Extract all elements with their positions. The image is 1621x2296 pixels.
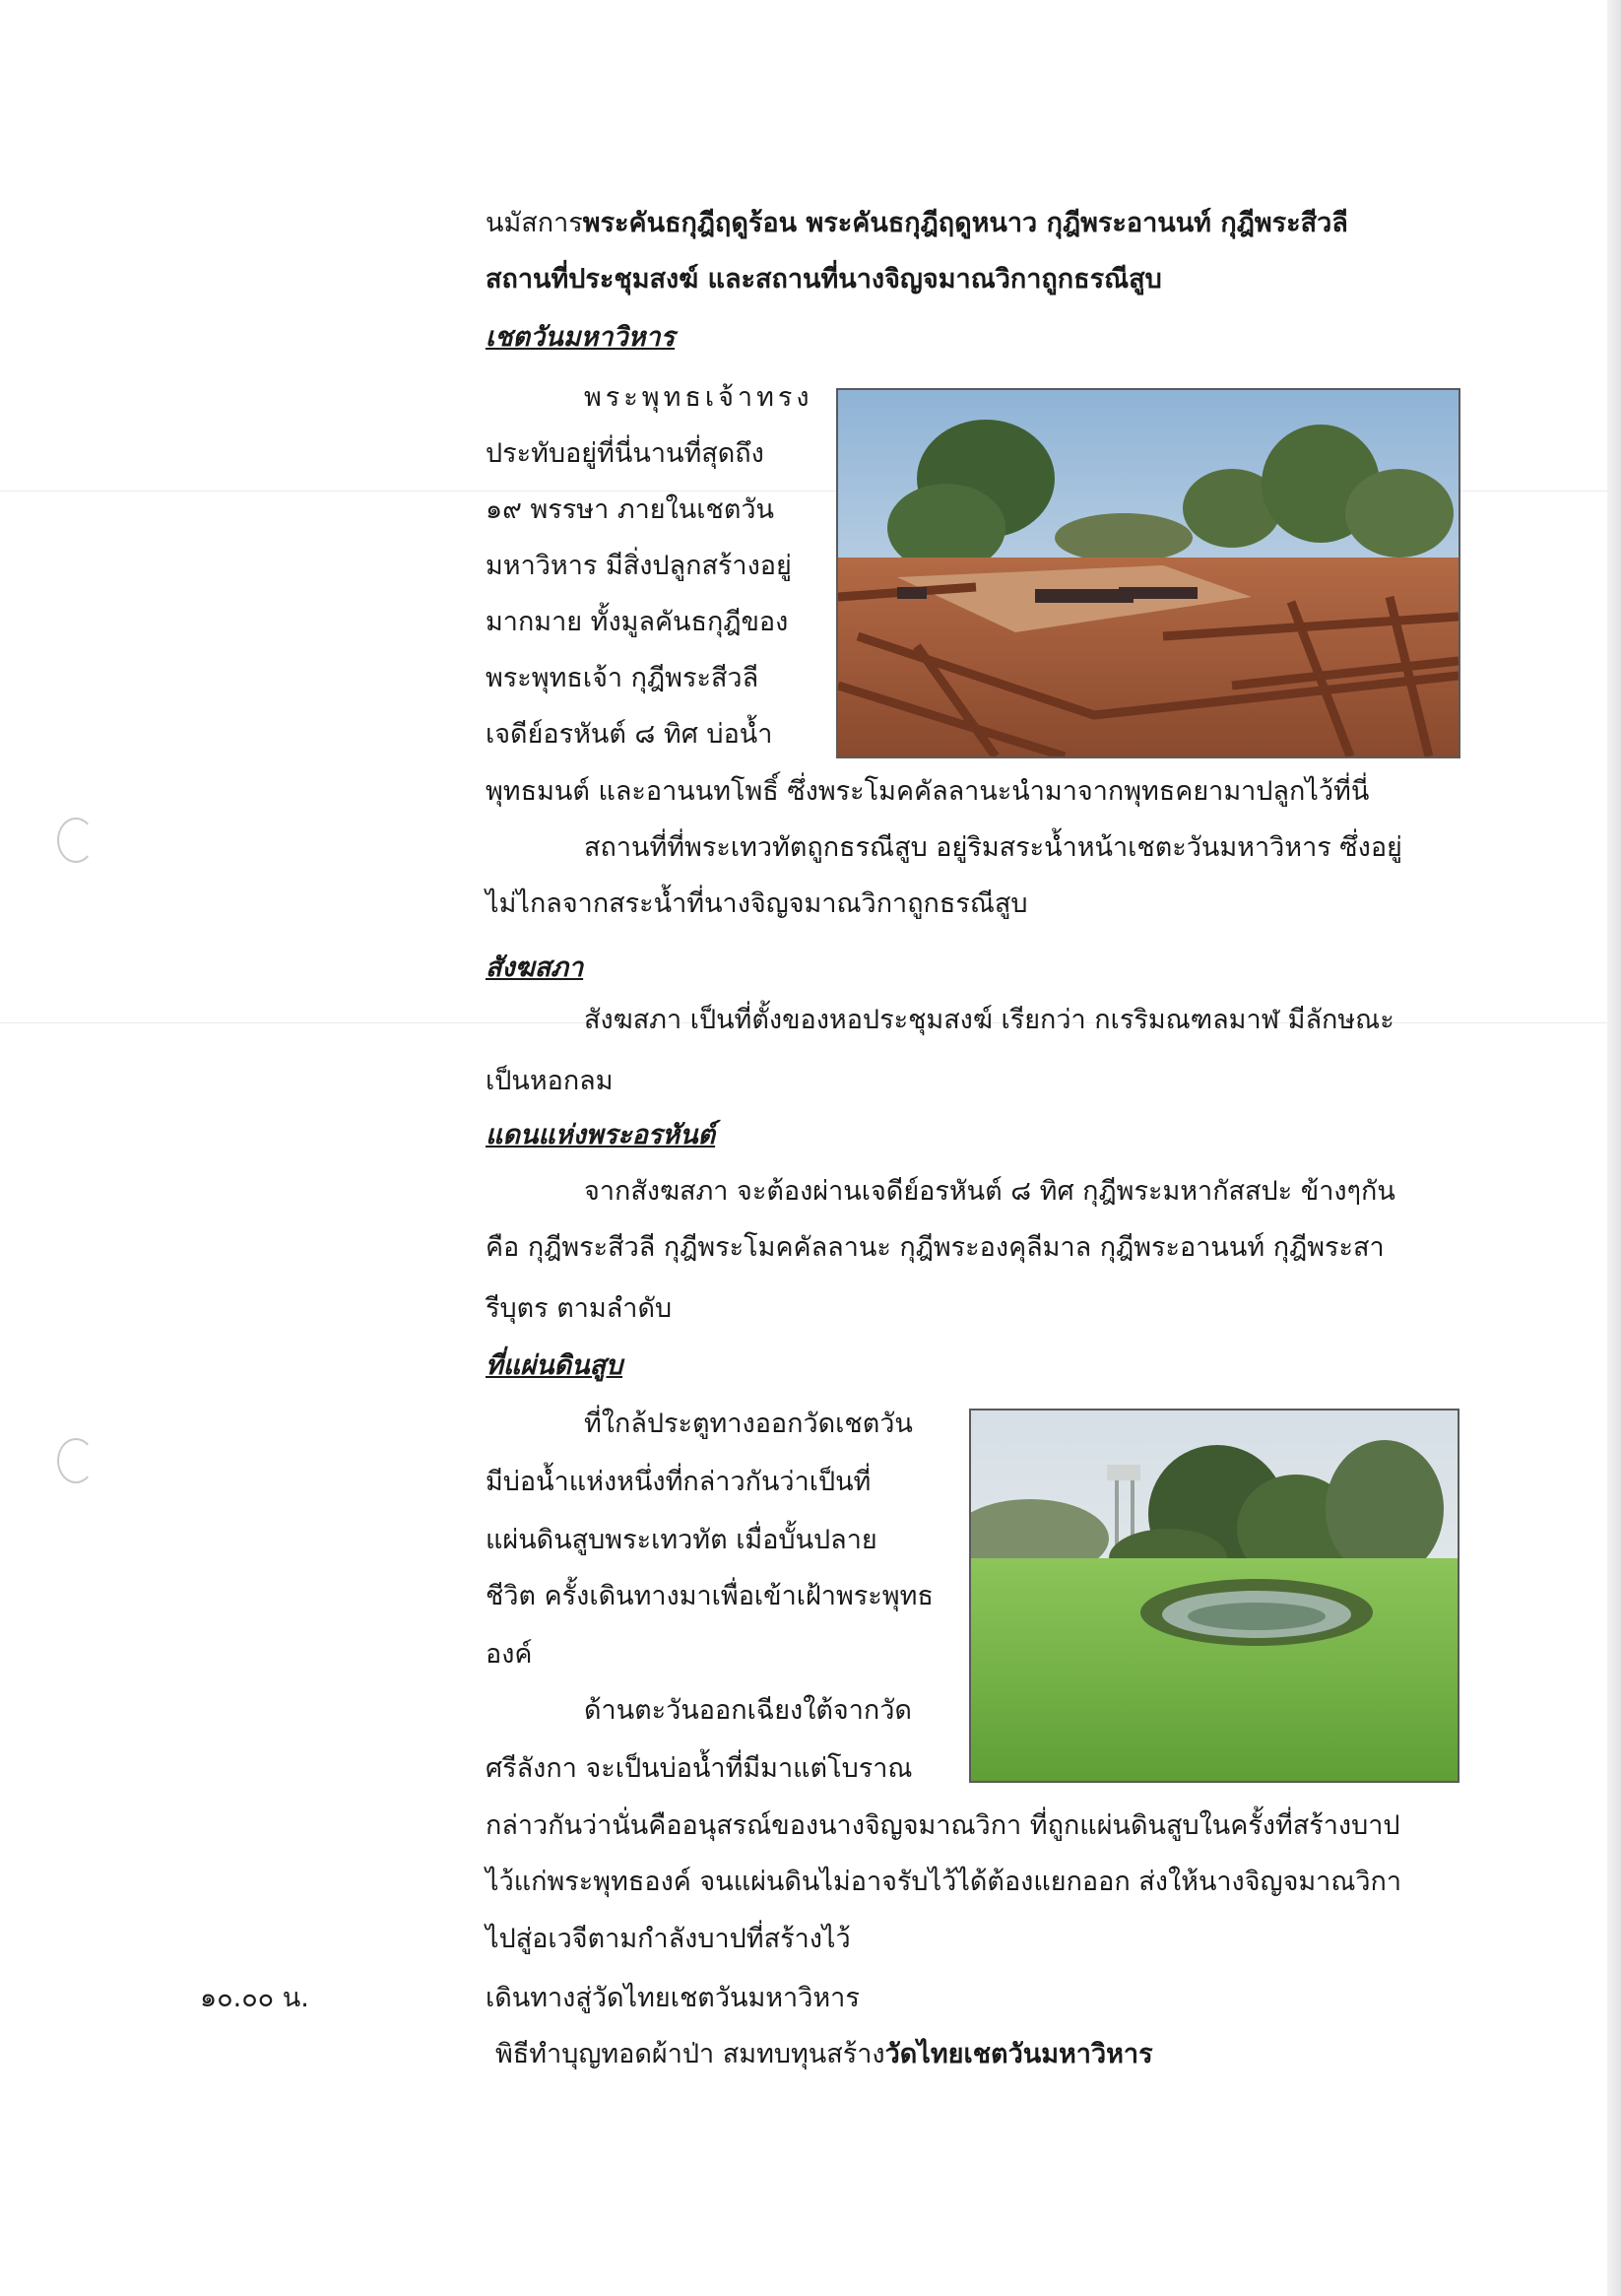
punch-hole-mark	[57, 818, 95, 863]
sinking-line: กล่าวกันว่านั่นคืออนุสรณ์ของนางจิญจมาณวิกา ที่ถูกแผ่นดินสูบในครั้งที่สร้างบาป	[486, 1810, 1400, 1841]
page-edge	[1607, 0, 1621, 2296]
sinking-line: ชีวิต ครั้งเดินทางมาเพื่อเข้าเฝ้าพระพุทธ	[486, 1581, 934, 1611]
sinking-line: ไปสู่อเวจีตามกำลังบาปที่สร้างไว้	[486, 1924, 851, 1954]
pond-field-image	[971, 1410, 1458, 1781]
sinking-line: ศรีลังกา จะเป็นบ่อน้ำที่มีมาแต่โบราณ	[486, 1753, 913, 1784]
jetavana-line: พุทธมนต์ และอานนทโพธิ์ ซึ่งพระโมคคัลลานะนำมาจากพุทธคยามาปลูกไว้ที่นี่	[486, 776, 1370, 807]
arahant-line: จากสังฆสภา จะต้องผ่านเจดีย์อรหันต์ ๘ ทิศ กุฎีพระมหากัสสปะ ข้างๆกัน	[584, 1176, 1395, 1207]
jetavana-ruins-image	[838, 390, 1459, 756]
heading-sangha: สังฆสภา	[486, 952, 584, 983]
schedule-line-2: พิธีทำบุญทอดผ้าป่า สมทบทุนสร้างวัดไทยเชตวันมหาวิหาร	[495, 2039, 1153, 2069]
jetavana-line: พระพุทธเจ้าทรง	[584, 382, 813, 413]
heading-sinking-ground: ที่แผ่นดินสูบ	[486, 1350, 623, 1381]
devadatta-line: สถานที่ที่พระเทวทัตถูกธรณีสูบ อยู่ริมสระน้ำหน้าเชตะวันมหาวิหาร ซึ่งอยู่	[584, 832, 1402, 863]
sinking-line: ไว้แก่พระพุทธองค์ จนแผ่นดินไม่อาจรับไว้ได้ต้องแยกออก ส่งให้นางจิญจมาณวิกา	[486, 1867, 1402, 1897]
jetavana-line: เจดีย์อรหันต์ ๘ ทิศ บ่อน้ำ	[486, 719, 773, 750]
devadatta-line: ไม่ไกลจากสระน้ำที่นางจิญจมาณวิกาถูกธรณีสูบ	[486, 888, 1028, 919]
jetavana-line: ๑๙ พรรษา ภายในเชตวัน	[486, 494, 774, 525]
jetavana-ruins-photo	[836, 388, 1460, 758]
sangha-line: สังฆสภา เป็นที่ตั้งของหอประชุมสงฆ์ เรียกว่า กเรริมณฑลมาฬ มีลักษณะ	[584, 1005, 1394, 1035]
intro-line-2: สถานที่ประชุมสงฆ์ และสถานที่นางจิญจมาณวิกาถูกธรณีสูบ	[486, 264, 1162, 295]
heading-jetavana: เชตวันมหาวิหาร	[486, 322, 676, 353]
heading-arahant: แดนแห่งพระอรหันต์	[486, 1120, 716, 1150]
schedule-time: ๑๐.๐๐ น.	[200, 1983, 309, 2013]
jetavana-line: พระพุทธเจ้า กุฎีพระสีวลี	[486, 663, 759, 693]
intro-line-1: นมัสการพระคันธกุฎีฤดูร้อน พระคันธกุฎีฤดูหนาว กุฎีพระอานนท์ กุฎีพระสีวลี	[486, 208, 1348, 238]
schedule-line-1: เดินทางสู่วัดไทยเชตวันมหาวิหาร	[486, 1983, 860, 2013]
sinking-line: มีบ่อน้ำแห่งหนึ่งที่กล่าวกันว่าเป็นที่	[486, 1467, 872, 1497]
sinking-line: แผ่นดินสูบพระเทวทัต เมื่อบั้นปลาย	[486, 1525, 877, 1555]
jetavana-line: มหาวิหาร มีสิ่งปลูกสร้างอยู่	[486, 551, 792, 581]
jetavana-line: มากมาย ทั้งมูลคันธกุฎีของ	[486, 607, 789, 637]
arahant-line: คือ กุฎีพระสีวลี กุฎีพระโมคคัลลานะ กุฎีพระองคุลีมาล กุฎีพระอานนท์ กุฎีพระสา	[486, 1232, 1385, 1263]
sangha-line: เป็นหอกลม	[486, 1066, 614, 1096]
arahant-line: รีบุตร ตามลำดับ	[486, 1293, 673, 1324]
sinking-line: ด้านตะวันออกเฉียงใต้จากวัด	[584, 1695, 912, 1726]
pond-field-photo	[969, 1409, 1459, 1783]
sinking-line: ที่ใกล้ประตูทางออกวัดเชตวัน	[584, 1409, 913, 1439]
sinking-line: องค์	[486, 1639, 533, 1670]
jetavana-line: ประทับอยู่ที่นี่นานที่สุดถึง	[486, 438, 764, 469]
punch-hole-mark	[57, 1438, 95, 1483]
